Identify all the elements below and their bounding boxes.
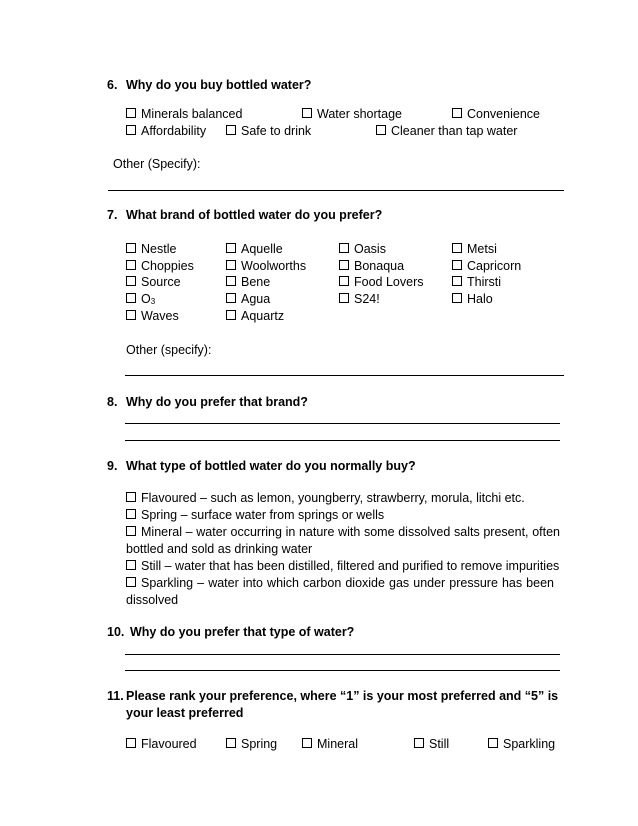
q6-question: Why do you buy bottled water? — [126, 78, 312, 92]
checkbox[interactable] — [126, 125, 136, 135]
checkbox[interactable] — [339, 260, 349, 270]
q11-option-flavoured[interactable]: Flavoured — [126, 737, 197, 752]
q7-option-thirsti[interactable]: Thirsti — [452, 275, 501, 290]
q7-option-bene[interactable]: Bene — [226, 275, 270, 290]
q7-other-answer-line[interactable] — [125, 375, 564, 376]
checkbox[interactable] — [126, 577, 136, 587]
q9-option-sparkling[interactable]: Sparkling – water into which carbon dioxide gas under pressure has been dissolved — [126, 576, 554, 607]
checkbox[interactable] — [302, 738, 312, 748]
checkbox[interactable] — [226, 276, 236, 286]
q7-option-capricorn[interactable]: Capricorn — [452, 259, 521, 274]
q7-other-label: Other (specify): — [126, 343, 212, 357]
q7-option-waves[interactable]: Waves — [126, 309, 179, 324]
q7-option-o3[interactable]: $O_3$ — [126, 292, 155, 309]
q8-number: 8. — [107, 395, 118, 409]
q7-option-aquelle[interactable]: Aquelle — [226, 242, 283, 257]
checkbox[interactable] — [339, 293, 349, 303]
q7-option-s24[interactable]: S24! — [339, 292, 380, 307]
checkbox[interactable] — [126, 509, 136, 519]
q10-question: Why do you prefer that type of water? — [130, 625, 355, 639]
q7-option-metsi[interactable]: Metsi — [452, 242, 497, 257]
q6-option-cleaner-than-tap[interactable]: Cleaner than tap water — [376, 124, 517, 139]
q11-option-still[interactable]: Still — [414, 737, 449, 752]
q6-option-convenience[interactable]: Convenience — [452, 107, 540, 122]
checkbox[interactable] — [339, 243, 349, 253]
q11-option-mineral[interactable]: Mineral — [302, 737, 358, 752]
checkbox[interactable] — [452, 260, 462, 270]
q7-option-woolworths[interactable]: Woolworths — [226, 259, 306, 274]
checkbox[interactable] — [226, 738, 236, 748]
q7-option-choppies[interactable]: Choppies — [126, 259, 194, 274]
checkbox[interactable] — [126, 243, 136, 253]
checkbox[interactable] — [126, 260, 136, 270]
q9-option-mineral[interactable]: Mineral – water occurring in nature with some dissolved salts present, often bottled and sold as drinking water — [126, 525, 560, 556]
q9-question: What type of bottled water do you normally buy? — [126, 459, 416, 473]
checkbox[interactable] — [126, 492, 136, 502]
checkbox[interactable] — [452, 293, 462, 303]
checkbox[interactable] — [126, 310, 136, 320]
checkbox[interactable] — [226, 293, 236, 303]
q10-number: 10. — [107, 625, 125, 639]
q11-option-spring[interactable]: Spring — [226, 737, 277, 752]
checkbox[interactable] — [488, 738, 498, 748]
q7-option-agua[interactable]: Agua — [226, 292, 270, 307]
q8-answer-line-1[interactable] — [125, 423, 560, 424]
q11-option-sparkling[interactable]: Sparkling — [488, 737, 555, 752]
checkbox[interactable] — [126, 108, 136, 118]
q9-option-flavoured[interactable]: Flavoured – such as lemon, youngberry, strawberry, morula, litchi etc. — [126, 491, 525, 506]
q6-option-water-shortage[interactable]: Water shortage — [302, 107, 402, 122]
q6-option-affordability[interactable]: Affordability — [126, 124, 206, 139]
checkbox[interactable] — [126, 526, 136, 536]
q7-option-oasis[interactable]: Oasis — [339, 242, 386, 257]
checkbox[interactable] — [226, 260, 236, 270]
q7-option-food-lovers[interactable]: Food Lovers — [339, 275, 423, 290]
checkbox[interactable] — [452, 108, 462, 118]
checkbox[interactable] — [302, 108, 312, 118]
q7-option-aquartz[interactable]: Aquartz — [226, 309, 284, 324]
q9-option-still[interactable]: Still – water that has been distilled, filtered and purified to remove impurities — [126, 558, 560, 575]
q6-option-minerals-balanced[interactable]: Minerals balanced — [126, 107, 242, 122]
checkbox[interactable] — [226, 125, 236, 135]
checkbox[interactable] — [126, 293, 136, 303]
q10-answer-line-2[interactable] — [125, 670, 560, 671]
q6-other-label: Other (Specify): — [113, 157, 201, 171]
q11-question: Please rank your preference, where “1” is your most preferred and “5” is your least preferred — [126, 689, 559, 720]
q7-option-source[interactable]: Source — [126, 275, 181, 290]
q8-answer-line-2[interactable] — [125, 440, 560, 441]
q8-question: Why do you prefer that brand? — [126, 395, 308, 409]
checkbox[interactable] — [126, 560, 136, 570]
q6-option-safe-to-drink[interactable]: Safe to drink — [226, 124, 311, 139]
q11-number: 11. — [107, 689, 124, 703]
q7-option-bonaqua[interactable]: Bonaqua — [339, 259, 404, 274]
q7-number: 7. — [107, 208, 118, 222]
q10-answer-line-1[interactable] — [125, 654, 560, 655]
checkbox[interactable] — [376, 125, 386, 135]
checkbox[interactable] — [339, 276, 349, 286]
q6-other-answer-line[interactable] — [108, 190, 564, 191]
checkbox[interactable] — [226, 310, 236, 320]
checkbox[interactable] — [452, 243, 462, 253]
o3-subscript: 3 — [150, 297, 156, 306]
q6-number: 6. — [107, 78, 118, 92]
checkbox[interactable] — [414, 738, 424, 748]
checkbox[interactable] — [452, 276, 462, 286]
checkbox[interactable] — [226, 243, 236, 253]
q7-option-halo[interactable]: Halo — [452, 292, 493, 307]
checkbox[interactable] — [126, 738, 136, 748]
q9-number: 9. — [107, 459, 118, 473]
checkbox[interactable] — [126, 276, 136, 286]
q7-option-nestle[interactable]: Nestle — [126, 242, 176, 257]
q9-option-spring[interactable]: Spring – surface water from springs or wells — [126, 508, 384, 523]
q7-question: What brand of bottled water do you prefer? — [126, 208, 383, 222]
